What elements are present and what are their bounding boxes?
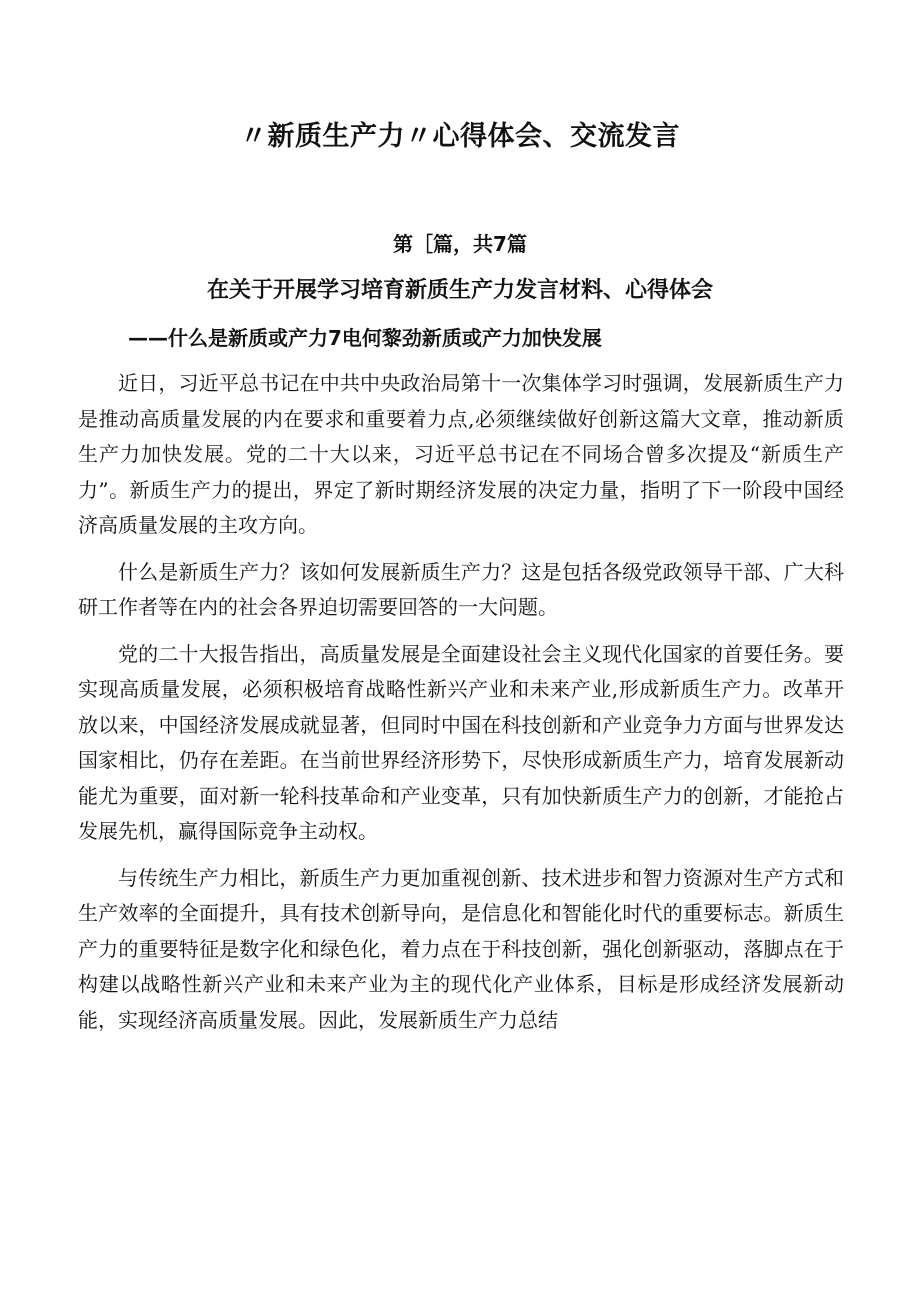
paragraph-2: 什么是新质生产力？该如何发展新质生产力？这是包括各级党政领导干部、广大科研工作者等在内的社会各界迫切需要回答的一大问题。 (78, 559, 844, 619)
paragraph-1: 近日，习近平总书记在中共中央政治局第十一次集体学习时强调，发展新质生产力是推动高质量发展的内在要求和重要着力点,必须继续做好创新这篇大文章，推动新质生产力加快发展。党的二十大以来，习近平总书记在不同场合曾多次提及“新质生产力”。新质生产力的提出，界定了新时期经济发展的决定力量，指明了下一阶段中国经济高质量发展的主攻方向。 (78, 371, 844, 537)
article-body (78, 366, 844, 1049)
paragraph-3: 党的二十大报告指出，高质量发展是全面建设社会主义现代化国家的首要任务。要实现高质量发展，必须积极培育战略性新兴产业和未来产业,形成新质生产力。改革开放以来，中国经济发展成就显著，但同时中国在科技创新和产业竞争力方面与世界发达国家相比，仍存在差距。在当前世界经济形势下，尽快形成新质生产力，培育发展新动能尤为重要，面对新一轮科技革命和产业变革，只有加快新质生产力的创新，才能抢占发展先机，赢得国际竞争主动权。 (78, 641, 844, 843)
article-title: 在关于开展学习培育新质生产力发言材料、心得体会 (206, 278, 713, 303)
paragraph-4: 与传统生产力相比，新质生产力更加重视创新、技术进步和智力资源对生产方式和生产效率的全面提升，具有技术创新导向，是信息化和智能化时代的重要标志。新质生产力的重要特征是数字化和绿色化，着力点在于科技创新，强化创新驱动，落脚点在于构建以战略性新兴产业和未来产业为主的现代化产业体系，目标是形成经济发展新动能，实现经济高质量发展。因此，发展新质生产力总结 (78, 865, 844, 1032)
main-title: 〃新质生产力〃心得体会、交流发言 (240, 121, 680, 152)
part-indicator: 第［篇，共7篇 (393, 232, 527, 256)
article-subtitle: ——什么是新质或产力7电何黎劲新质或产力加快发展 (128, 326, 602, 350)
